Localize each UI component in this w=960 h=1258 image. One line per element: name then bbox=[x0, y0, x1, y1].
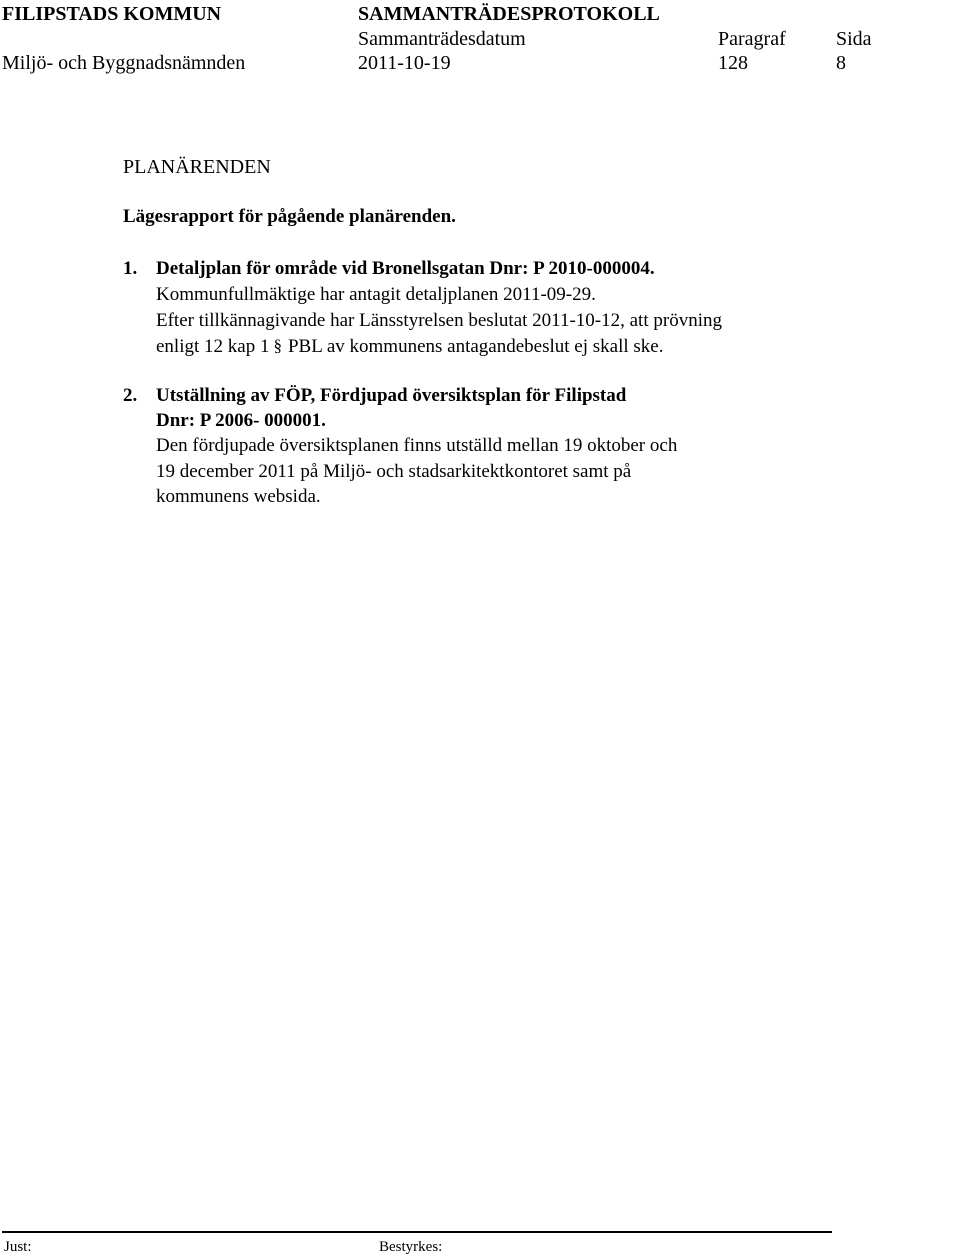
paragraph-number: 128 bbox=[718, 52, 748, 74]
committee-name: Miljö- och Byggnadsnämnden bbox=[2, 52, 246, 74]
item-2-number: 2. bbox=[123, 385, 138, 406]
item-1-line-post: PBL av kommunens antagandebeslut ej skall ske. bbox=[287, 336, 664, 357]
item-1-title: Detaljplan för område vid Bronellsgatan Dnr: P 2010-000004. bbox=[156, 258, 655, 279]
status-report-title: Lägesrapport för pågående planärenden. bbox=[123, 206, 456, 227]
item-1-line-last bbox=[156, 337, 663, 356]
item-1-line-pre: enligt 12 kap 1 bbox=[156, 336, 270, 357]
item-1-line: Kommunfullmäktige har antagit detaljplanen 2011-09-29. bbox=[156, 284, 596, 305]
item-2-line: kommunens websida. bbox=[156, 486, 321, 507]
item-2-title: Utställning av FÖP, Fördjupad översiktsplan för Filipstad bbox=[156, 385, 627, 406]
document-type: SAMMANTRÄDESPROTOKOLL bbox=[358, 3, 660, 25]
meeting-date-label: Sammanträdesdatum bbox=[358, 28, 526, 50]
item-1-number: 1. bbox=[123, 258, 138, 279]
page-number: 8 bbox=[836, 52, 846, 74]
item-2-line: Den fördjupade översiktsplanen finns utställd mellan 19 oktober och bbox=[156, 435, 678, 456]
item-2-line: 19 december 2011 på Miljö- och stadsarkitektkontoret samt på bbox=[156, 461, 632, 482]
certification-label: Bestyrkes: bbox=[379, 1239, 443, 1255]
paragraph-label: Paragraf bbox=[718, 28, 786, 50]
section-symbol: § bbox=[273, 336, 282, 355]
section-heading: PLANÄRENDEN bbox=[123, 156, 271, 178]
footer-rule bbox=[2, 1231, 832, 1233]
justification-label: Just: bbox=[4, 1239, 32, 1255]
meeting-date: 2011-10-19 bbox=[358, 52, 451, 74]
item-1-line: Efter tillkännagivande har Länsstyrelsen beslutat 2011-10-12, att prövning bbox=[156, 310, 722, 331]
org-name: FILIPSTADS KOMMUN bbox=[2, 3, 222, 25]
item-2-reference: Dnr: P 2006- 000001. bbox=[156, 410, 326, 431]
page-label: Sida bbox=[836, 28, 872, 50]
